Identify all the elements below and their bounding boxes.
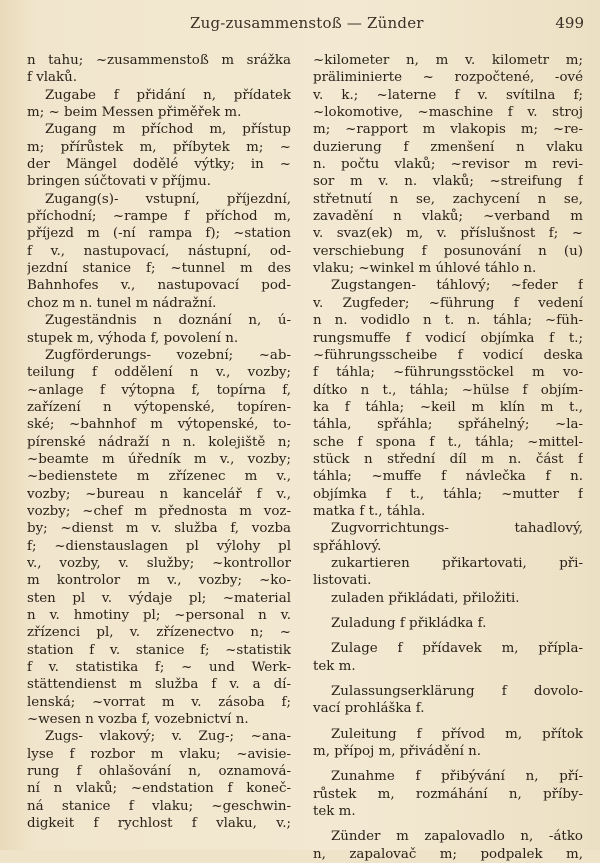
dictionary-line: stättendienst m služba f v. a dí- [27,677,291,693]
dictionary-line: Zugvorrichtungs- tahadlový, [331,521,583,537]
dictionary-line: präliminierte ~ rozpočtené, -ové [313,70,583,86]
dictionary-line: ~kilometer n, m v. kilometr m; [313,53,583,68]
dictionary-line: ~wesen n vozba f, vozebnictví n. [27,712,249,728]
dictionary-line: listovati. [313,573,372,589]
dictionary-line: objímka f t., táhla; ~mutter f [313,486,583,502]
dictionary-line: m; ~ beim Messen přiměřek m. [27,105,242,121]
dictionary-line: vlaku; ~winkel m úhlové táhlo n. [313,261,537,277]
dictionary-line: duzierung f zmenšení n vlaku [313,139,583,155]
dictionary-line: matka f t., táhla. [313,503,426,519]
dictionary-line: zuladen přikládati, přiložiti. [331,590,520,606]
left-column [27,52,291,832]
dictionary-line: Bahnhofes v., nastupovací pod- [27,278,291,294]
dictionary-line: zařízení n výtopenské, topíren- [27,399,291,415]
dictionary-line: rungsmuffe f vodicí objímka f t.; [313,330,583,346]
dictionary-line: lyse f rozbor m vlaku; ~avisie- [27,746,291,762]
dictionary-line: m kontrolor m v., vozby; ~ko- [27,573,291,589]
dictionary-line: Zugstangen- táhlový; ~feder f [331,278,583,294]
entry-gap [313,632,583,640]
dictionary-line: vozby; ~bureau n kancelář f v., [27,486,291,502]
dictionary-line: dítko n t., táhla; ~hülse f objím- [313,382,583,398]
entry-gap [313,718,583,726]
dictionary-line: v., vozby, v. služby; ~kontrollor [27,555,291,571]
dictionary-line: ~anlage f výtopna f, topírna f, [27,382,291,398]
dictionary-line: f; ~dienstauslagen pl výlohy pl [27,538,291,554]
dictionary-line: příchodní; ~rampe f příchod m, [27,209,291,225]
dictionary-line: jezdní stanice f; ~tunnel m des [27,261,291,277]
dictionary-line: m; ~rapport m vlakopis m; ~re- [313,122,583,138]
dictionary-line: bringen súčtovati v příjmu. [27,174,211,190]
dictionary-line: Zünder m zapalovadlo n, -átko [331,829,583,845]
entry-gap [313,675,583,683]
dictionary-line: ské; ~bahnhof m výtopenské, to- [27,417,291,433]
dictionary-line: teilung f oddělení n v., vozby; [27,365,291,381]
dictionary-line: Zulassungserklärung f dovolo- [331,684,583,700]
dictionary-line: n tahu; ~zusammenstoß m srážka [27,53,291,68]
dictionary-line: sche f spona f t., táhla; ~mittel- [313,434,583,450]
dictionary-line: vací prohláška f. [313,701,425,717]
dictionary-line: digkeit f rychlost f vlaku, v.; [27,816,291,832]
dictionary-line: zavadění n vlaků; ~verband m [313,209,583,225]
dictionary-line: ~bedienstete m zřízenec m v., [27,469,291,485]
dictionary-line: příjezd m (-ní rampa f); ~station [27,226,291,242]
dictionary-line: ~lokomotive, ~maschine f v. stroj [313,105,583,121]
dictionary-line: f v., nastupovací, nástupní, od- [27,243,291,259]
dictionary-line: station f v. stanice f; ~statistik [27,642,291,658]
dictionary-line: verschiebung f posunování n (u) [313,243,583,259]
dictionary-line: střetnutí n se, zachycení n se, [313,191,583,207]
dictionary-line: tek m. [313,804,356,820]
dictionary-line: ~führungsscheibe f vodicí deska [313,347,583,363]
dictionary-line: ka f táhla; ~keil m klín m t., [313,399,583,415]
dictionary-line: v. svaz(ek) m, v. příslušnost f; ~ [313,226,583,242]
dictionary-line: sor m v. n. vlaků; ~streifung f [313,174,583,190]
dictionary-line: vozby; ~chef m přednosta m voz- [27,503,291,519]
dictionary-line: Zuleitung f přívod m, přítok [331,726,583,742]
dictionary-line: choz m n. tunel m nádražní. [27,295,217,311]
dictionary-line: m, přípoj m, přivádění n. [313,744,482,760]
dictionary-line: Zugförderungs- vozební; ~ab- [45,347,291,363]
dictionary-line: v. Zugfeder; ~führung f vedení [313,295,583,311]
dictionary-line: Zuladung f přikládka f. [331,616,487,631]
dictionary-line: stupek m, výhoda f, povolení n. [27,330,239,346]
dictionary-line: n n. vodidlo n t. n. táhla; ~füh- [313,313,583,329]
dictionary-line: spřáhlový. [313,538,382,554]
entry-gap [313,820,583,828]
dictionary-line: der Mängel dodělé výtky; in ~ [27,157,291,173]
dictionary-line: ná stanice f vlaku; ~geschwin- [27,798,291,814]
dictionary-line: Zunahme f přibývání n, pří- [331,769,583,785]
entry-gap [313,760,583,768]
dictionary-line: Zugeständnis n doznání n, ú- [45,313,291,329]
dictionary-line: tek m. [313,658,356,674]
dictionary-line: Zulage f přídavek m, přípla- [331,641,583,657]
dictionary-line: n v. hmotiny pl; ~personal n v. [27,608,291,623]
dictionary-line: n, zapalovač m; podpalek m, [313,846,583,862]
dictionary-line: Zugs- vlakový; v. Zug-; ~ana- [45,729,291,745]
dictionary-line: v. k.; ~laterne f v. svítilna f; [313,87,583,103]
right-column [313,52,583,863]
dictionary-line: f v. statistika f; ~ und Werk- [27,660,291,676]
dictionary-line: táhla, spřáhla; spřáhelný; ~la- [313,417,583,433]
dictionary-line: f táhla; ~führungsstöckel m vo- [313,365,583,381]
dictionary-line: stück n střední díl m n. část f [313,451,583,467]
dictionary-line: pírenské nádraží n n. kolejiště n; [27,434,291,450]
dictionary-line: zukartieren přikartovati, při- [331,555,583,571]
dictionary-line: táhla; ~muffe f návlečka f n. [313,469,583,485]
page-header [0,14,600,38]
dictionary-line: Zugang m příchod m, přístup [45,122,291,138]
dictionary-line: by; ~dienst m v. služba f, vozba [27,521,291,537]
dictionary-line: sten pl v. výdaje pl; ~material [27,590,291,606]
running-head: Zug-zusammenstoß — Zünder [190,14,424,32]
dictionary-line: ní n vlaků; ~endstation f koneč- [27,781,291,797]
entry-gap [313,607,583,615]
page-number: 499 [555,14,584,32]
dictionary-line: růstek m, rozmáhání n, příby- [313,786,583,802]
dictionary-line: f vlaků. [27,70,78,86]
dictionary-line: Zugang(s)- vstupní, příjezdní, [45,191,291,207]
dictionary-line: ~beamte m úředník m v., vozby; [27,451,291,467]
dictionary-line: rung f ohlašování n, oznamová- [27,764,291,780]
dictionary-line: m; přírůstek m, příbytek m; ~ [27,139,291,155]
dictionary-line: n. počtu vlaků; ~revisor m revi- [313,157,583,173]
dictionary-line: lenská; ~vorrat m v. zásoba f; [27,694,291,710]
dictionary-line: zřízenci pl, v. zřízenectvo n; ~ [27,625,291,641]
dictionary-line: Zugabe f přidání n, přídatek [45,87,291,103]
